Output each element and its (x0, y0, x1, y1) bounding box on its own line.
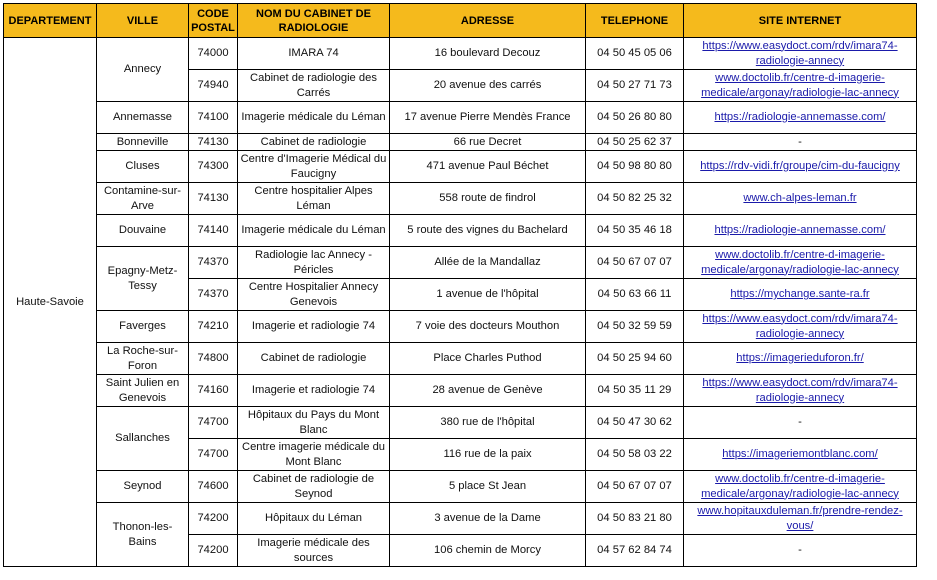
table-row (4, 407, 917, 439)
site-cell (684, 247, 917, 279)
header-adresse: ADRESSE (390, 4, 586, 38)
ville-cell: Bonneville (97, 134, 189, 151)
nom-cell: Centre d'Imagerie Médical du Faucigny (238, 151, 390, 183)
site-cell (684, 38, 917, 70)
table-row (4, 247, 917, 279)
site-cell (684, 70, 917, 102)
ville-cell: Douvaine (97, 215, 189, 247)
header-code-postal: CODE POSTAL (189, 4, 238, 38)
cp-cell: 74370 (189, 279, 238, 311)
ville-cell: Epagny-Metz-Tessy (97, 247, 189, 311)
site-link[interactable]: https://rdv-vidi.fr/groupe/cim-du-faucigny (700, 160, 900, 172)
nom-cell: Imagerie et radiologie 74 (238, 375, 390, 407)
tel-cell: 04 50 83 21 80 (586, 503, 684, 535)
site-link[interactable]: https://imageriemontblanc.com/ (722, 448, 878, 460)
site-link[interactable]: https://mychange.sante-ra.fr (730, 288, 870, 300)
tel-cell: 04 50 25 94 60 (586, 343, 684, 375)
site-cell (684, 343, 917, 375)
table-row (4, 102, 917, 134)
nom-cell: Imagerie médicale du Léman (238, 215, 390, 247)
site-link[interactable]: https://radiologie-annemasse.com/ (714, 224, 886, 236)
radiology-table (3, 3, 917, 567)
cp-cell: 74000 (189, 38, 238, 70)
ville-cell: Contamine-sur-Arve (97, 183, 189, 215)
site-link[interactable]: www.doctolib.fr/centre-d-imagerie-medicale/argonay/radiologie-lac-annecy (701, 472, 899, 500)
site-cell (684, 439, 917, 471)
adresse-cell: 20 avenue des carrés (390, 70, 586, 102)
nom-cell: Hôpitaux du Pays du Mont Blanc (238, 407, 390, 439)
cp-cell: 74210 (189, 311, 238, 343)
tel-cell: 04 50 67 07 07 (586, 471, 684, 503)
tel-cell: 04 50 47 30 62 (586, 407, 684, 439)
header-nom: NOM DU CABINET DE RADIOLOGIE (238, 4, 390, 38)
cp-cell: 74130 (189, 134, 238, 151)
table-row (4, 503, 917, 535)
tel-cell: 04 50 35 11 29 (586, 375, 684, 407)
cp-cell: 74130 (189, 183, 238, 215)
tel-cell: 04 50 27 71 73 (586, 70, 684, 102)
radiology-table-container (3, 3, 917, 567)
departement-cell: Haute-Savoie (4, 38, 97, 567)
site-cell (684, 471, 917, 503)
nom-cell: Cabinet de radiologie (238, 134, 390, 151)
tel-cell: 04 50 25 62 37 (586, 134, 684, 151)
adresse-cell: 28 avenue de Genève (390, 375, 586, 407)
header-ville: VILLE (97, 4, 189, 38)
cp-cell: 74100 (189, 102, 238, 134)
nom-cell: Centre imagerie médicale du Mont Blanc (238, 439, 390, 471)
ville-cell: Seynod (97, 471, 189, 503)
nom-cell: Radiologie lac Annecy - Péricles (238, 247, 390, 279)
site-cell (684, 375, 917, 407)
site-link[interactable]: https://imagerieduforon.fr/ (736, 352, 864, 364)
table-row (4, 471, 917, 503)
site-link[interactable]: https://www.easydoct.com/rdv/imara74-radiologie-annecy (702, 39, 898, 67)
site-cell: - (684, 134, 917, 151)
tel-cell: 04 57 62 84 74 (586, 535, 684, 567)
cp-cell: 74800 (189, 343, 238, 375)
table-row (4, 151, 917, 183)
adresse-cell: 16 boulevard Decouz (390, 38, 586, 70)
table-row (4, 311, 917, 343)
site-cell (684, 151, 917, 183)
ville-cell: Cluses (97, 151, 189, 183)
cp-cell: 74200 (189, 535, 238, 567)
site-cell (684, 102, 917, 134)
tel-cell: 04 50 63 66 11 (586, 279, 684, 311)
table-row (4, 375, 917, 407)
nom-cell: Imagerie et radiologie 74 (238, 311, 390, 343)
tel-cell: 04 50 82 25 32 (586, 183, 684, 215)
cp-cell: 74300 (189, 151, 238, 183)
ville-cell: Saint Julien en Genevois (97, 375, 189, 407)
ville-cell: Sallanches (97, 407, 189, 471)
tel-cell: 04 50 35 46 18 (586, 215, 684, 247)
tel-cell: 04 50 98 80 80 (586, 151, 684, 183)
header-departement: DEPARTEMENT (4, 4, 97, 38)
adresse-cell: 106 chemin de Morcy (390, 535, 586, 567)
table-row (4, 343, 917, 375)
cp-cell: 74370 (189, 247, 238, 279)
adresse-cell: 5 route des vignes du Bachelard (390, 215, 586, 247)
site-cell (684, 279, 917, 311)
site-cell: - (684, 407, 917, 439)
cp-cell: 74700 (189, 439, 238, 471)
tel-cell: 04 50 67 07 07 (586, 247, 684, 279)
site-cell (684, 503, 917, 535)
tel-cell: 04 50 58 03 22 (586, 439, 684, 471)
ville-cell: Annemasse (97, 102, 189, 134)
header-row (4, 4, 917, 38)
site-link[interactable]: www.doctolib.fr/centre-d-imagerie-medicale/argonay/radiologie-lac-annecy (701, 248, 899, 276)
cp-cell: 74600 (189, 471, 238, 503)
ville-cell: Annecy (97, 38, 189, 102)
adresse-cell: Allée de la Mandallaz (390, 247, 586, 279)
adresse-cell: 471 avenue Paul Béchet (390, 151, 586, 183)
table-row (4, 38, 917, 70)
table-row (4, 183, 917, 215)
table-row (4, 215, 917, 247)
adresse-cell: 116 rue de la paix (390, 439, 586, 471)
table-row (4, 134, 917, 151)
adresse-cell: 1 avenue de l'hôpital (390, 279, 586, 311)
site-link[interactable]: https://www.easydoct.com/rdv/imara74-radiologie-annecy (702, 312, 898, 340)
tel-cell: 04 50 45 05 06 (586, 38, 684, 70)
site-cell (684, 215, 917, 247)
adresse-cell: 5 place St Jean (390, 471, 586, 503)
nom-cell: Imagerie médicale des sources (238, 535, 390, 567)
adresse-cell: 7 voie des docteurs Mouthon (390, 311, 586, 343)
header-telephone: TELEPHONE (586, 4, 684, 38)
adresse-cell: 66 rue Decret (390, 134, 586, 151)
tel-cell: 04 50 32 59 59 (586, 311, 684, 343)
nom-cell: Centre Hospitalier Annecy Genevois (238, 279, 390, 311)
nom-cell: Cabinet de radiologie (238, 343, 390, 375)
site-cell (684, 311, 917, 343)
adresse-cell: Place Charles Puthod (390, 343, 586, 375)
nom-cell: Imagerie médicale du Léman (238, 102, 390, 134)
adresse-cell: 17 avenue Pierre Mendès France (390, 102, 586, 134)
site-link[interactable]: www.doctolib.fr/centre-d-imagerie-medicale/argonay/radiologie-lac-annecy (701, 71, 899, 99)
ville-cell: Faverges (97, 311, 189, 343)
tel-cell: 04 50 26 80 80 (586, 102, 684, 134)
site-link[interactable]: www.hopitauxduleman.fr/prendre-rendez-vous/ (697, 504, 903, 532)
nom-cell: Cabinet de radiologie de Seynod (238, 471, 390, 503)
nom-cell: Hôpitaux du Léman (238, 503, 390, 535)
ville-cell: La Roche-sur-Foron (97, 343, 189, 375)
ville-cell: Thonon-les-Bains (97, 503, 189, 567)
header-site: SITE INTERNET (684, 4, 917, 38)
adresse-cell: 380 rue de l'hôpital (390, 407, 586, 439)
site-link[interactable]: https://www.easydoct.com/rdv/imara74-radiologie-annecy (702, 376, 898, 404)
cp-cell: 74160 (189, 375, 238, 407)
nom-cell: IMARA 74 (238, 38, 390, 70)
nom-cell: Cabinet de radiologie des Carrés (238, 70, 390, 102)
site-link[interactable]: www.ch-alpes-leman.fr (743, 192, 857, 204)
nom-cell: Centre hospitalier Alpes Léman (238, 183, 390, 215)
cp-cell: 74200 (189, 503, 238, 535)
adresse-cell: 3 avenue de la Dame (390, 503, 586, 535)
cp-cell: 74700 (189, 407, 238, 439)
site-cell (684, 183, 917, 215)
site-cell: - (684, 535, 917, 567)
cp-cell: 74940 (189, 70, 238, 102)
site-link[interactable]: https://radiologie-annemasse.com/ (714, 111, 886, 123)
cp-cell: 74140 (189, 215, 238, 247)
adresse-cell: 558 route de findrol (390, 183, 586, 215)
